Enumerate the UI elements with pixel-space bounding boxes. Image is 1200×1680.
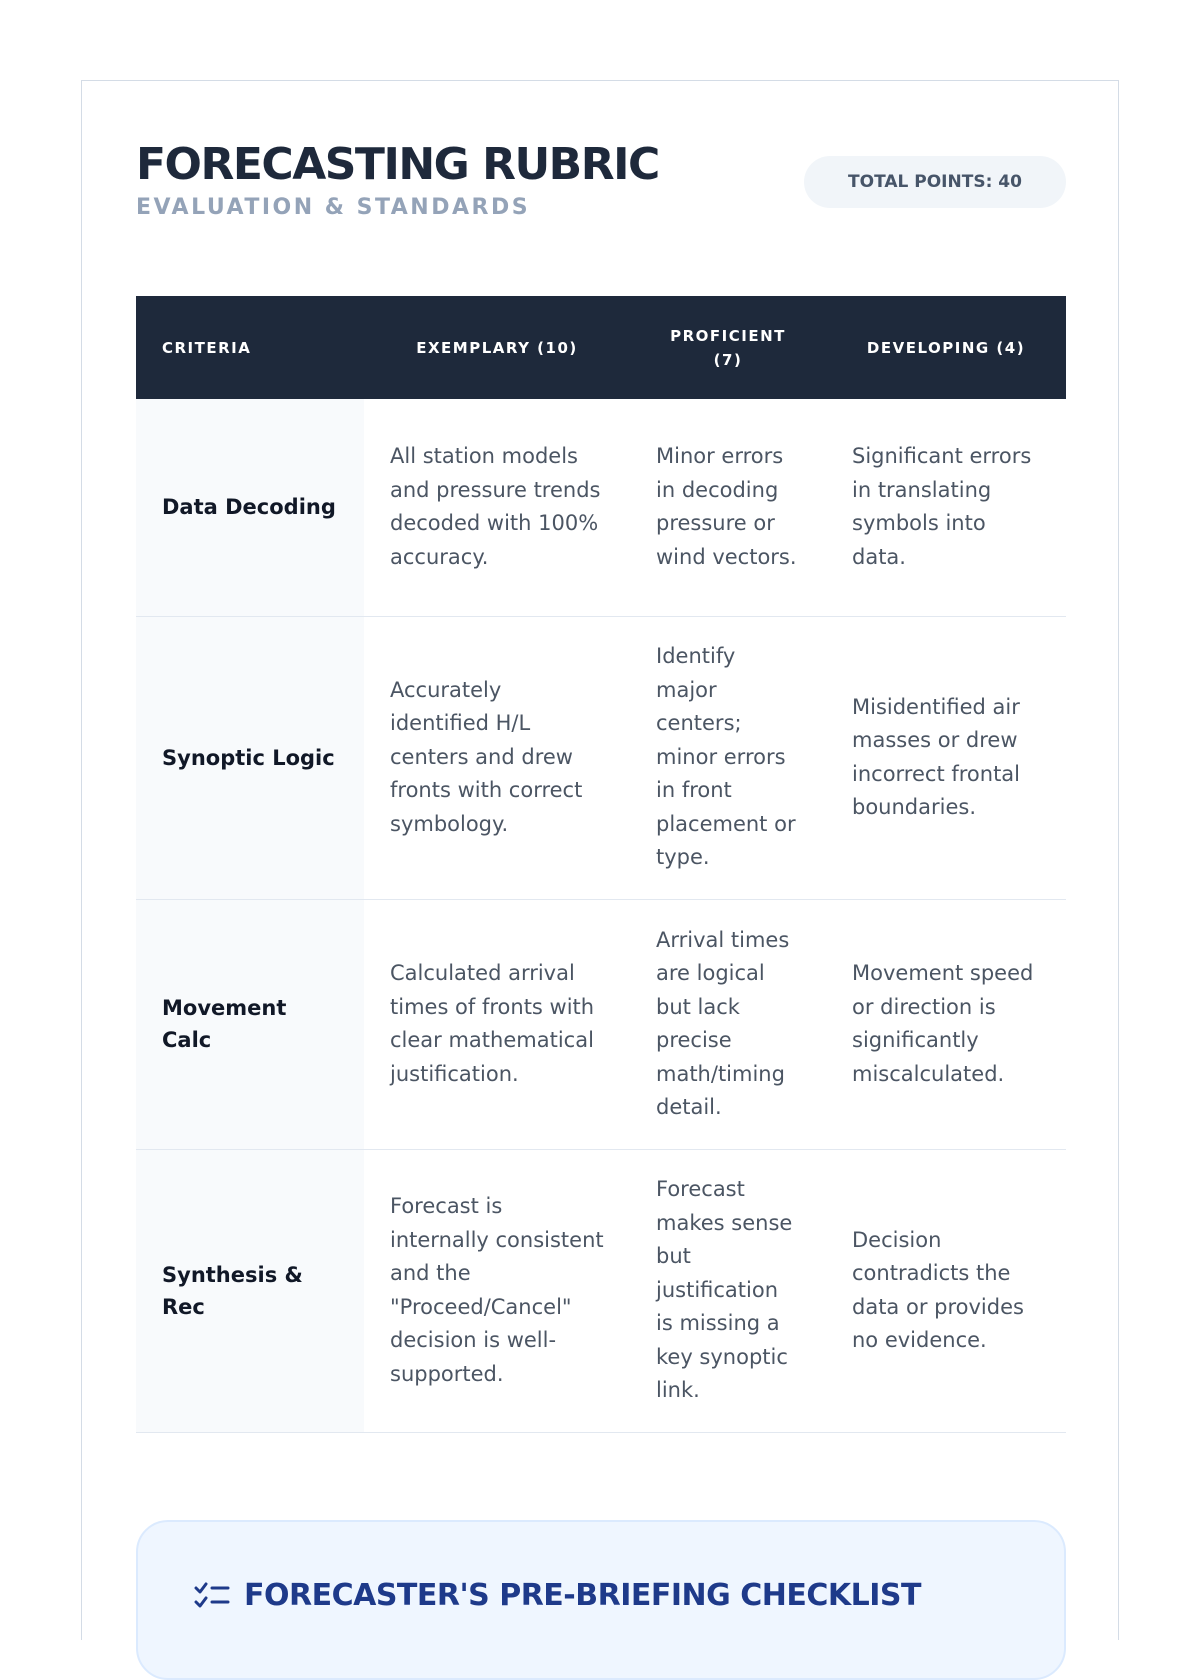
column-header-criteria: CRITERIA [136,296,364,399]
table-row [136,616,1066,899]
developing-cell: Significant errors in translating symbols into data. [826,399,1066,616]
exemplary-cell: Forecast is internally consistent and the "Proceed/Cancel" decision is well-supported. [364,1149,630,1432]
table-row [136,399,1066,616]
criteria-cell: Synoptic Logic [136,616,364,899]
column-header-exemplary: EXEMPLARY (10) [364,296,630,399]
pre-briefing-checklist [136,1520,1066,1680]
proficient-cell: Forecast makes sense but justification is missing a key synoptic link. [630,1149,826,1432]
rubric-card [81,80,1119,1640]
rubric-table [136,296,1066,1433]
checklist-title: FORECASTER'S PRE-BRIEFING CHECKLIST [244,1578,921,1613]
criteria-cell: Data Decoding [136,399,364,616]
criteria-cell: Movement Calc [136,899,364,1149]
criteria-cell: Synthesis & Rec [136,1149,364,1432]
column-header-developing: DEVELOPING (4) [826,296,1066,399]
column-header-proficient: PROFICIENT (7) [630,296,826,399]
table-row [136,899,1066,1149]
rubric-header [136,135,1066,235]
exemplary-cell: Accurately identified H/L centers and drew fronts with correct symbology. [364,616,630,899]
exemplary-cell: All station models and pressure trends decoded with 100% accuracy. [364,399,630,616]
exemplary-cell: Calculated arrival times of fronts with clear mathematical justification. [364,899,630,1149]
developing-cell: Misidentified air masses or drew incorrect frontal boundaries. [826,616,1066,899]
checklist-icon [194,1581,230,1611]
developing-cell: Movement speed or direction is significantly miscalculated. [826,899,1066,1149]
developing-cell: Decision contradicts the data or provides no evidence. [826,1149,1066,1432]
proficient-cell: Minor errors in decoding pressure or wind vectors. [630,399,826,616]
checklist-header [194,1578,921,1613]
table-row [136,1149,1066,1432]
proficient-cell: Arrival times are logical but lack precise math/timing detail. [630,899,826,1149]
page-title: FORECASTING RUBRIC [136,139,659,190]
page-subtitle: EVALUATION & STANDARDS [136,195,531,220]
total-points-badge: TOTAL POINTS: 40 [804,156,1066,208]
table-header-row [136,296,1066,399]
proficient-cell: Identify major centers; minor errors in front placement or type. [630,616,826,899]
